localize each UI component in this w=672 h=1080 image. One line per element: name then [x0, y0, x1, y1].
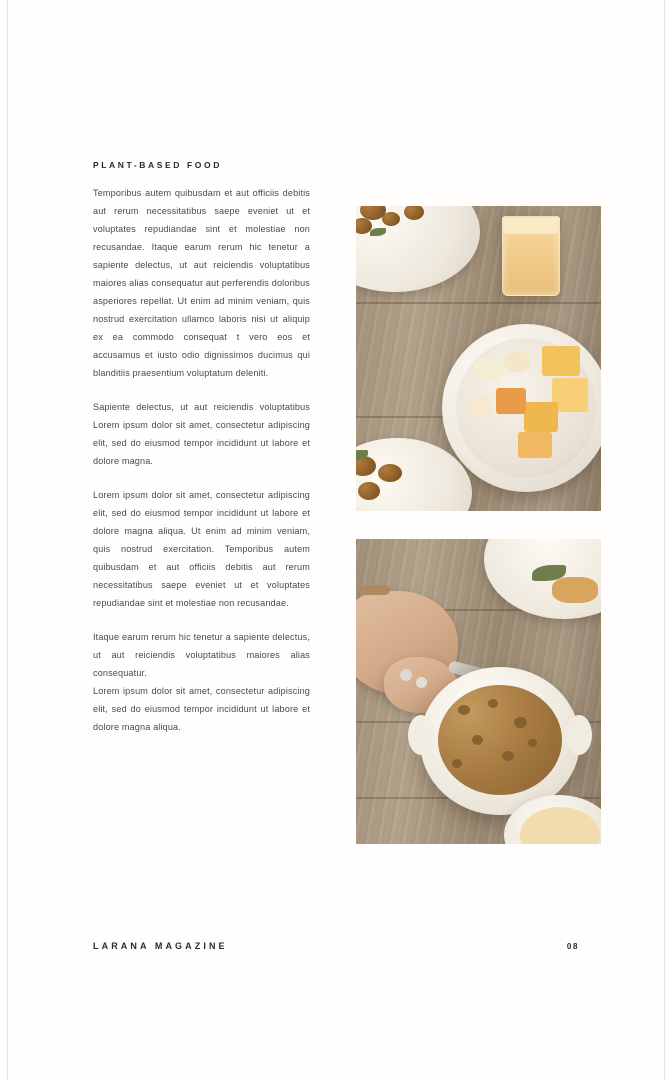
wood-plank-seam — [356, 302, 601, 304]
body-paragraph-5: Lorem ipsum dolor sit amet, consectetur adipiscing elit, sed do eiusmod tempor incididunt ut labore et dolore magna aliqua. — [93, 686, 310, 732]
granola-crumb — [452, 759, 462, 768]
granola-crumb — [502, 751, 514, 761]
ring — [416, 677, 427, 688]
granola-oats — [438, 685, 562, 795]
granola-crumb — [472, 735, 483, 745]
page-sheet — [7, 0, 665, 1080]
bowl-handle-right — [566, 715, 592, 755]
granola-crumb — [514, 717, 527, 728]
banana-slice — [468, 396, 492, 416]
melon-piece — [524, 402, 558, 432]
body-paragraph-3: Lorem ipsum dolor sit amet, consectetur adipiscing elit, sed do eiusmod tempor incididunt ut labore et dolore magna aliqua. Ut enim ad minim veniam, quis nostrud exercitation. Temporibus autem quibusdam et aut officiis debitis aut rerum necessitatibus saepe eveniet ut et voluptates repudiandae sint et molestiae non recusandae. — [93, 490, 310, 608]
granola-crumb — [458, 705, 470, 715]
fruit-bowl-breakfast-photo — [356, 206, 601, 511]
ring — [400, 669, 412, 681]
papaya-piece — [484, 420, 516, 446]
food-bit — [358, 482, 380, 500]
granola-crumb — [528, 739, 537, 747]
image-column — [356, 184, 601, 844]
page-content — [93, 160, 601, 844]
page-footer — [93, 941, 579, 951]
two-column-layout — [93, 184, 601, 844]
bracelet — [360, 585, 390, 595]
food-bit — [382, 212, 400, 226]
text-column — [93, 184, 310, 736]
hand-holding-granola-bowl-photo — [356, 539, 601, 844]
magazine-brand: LARANA MAGAZINE — [93, 941, 228, 951]
body-paragraph-4: Itaque earum rerum hic tenetur a sapiente delectus, ut aut reiciendis voluptatibus maiores alias consequatur. — [93, 632, 310, 678]
melon-piece — [542, 346, 580, 376]
melon-piece — [518, 432, 552, 458]
bowl-handle-left — [408, 715, 434, 755]
side-dish-food — [552, 577, 598, 603]
papaya-piece — [496, 388, 526, 414]
body-paragraph-1: Temporibus autem quibusdam et aut officiis debitis aut rerum necessitatibus saepe eveniet ut et voluptates repudiandae sint et molestiae non recusandae. Itaque earum rerum hic tenetur a sapiente delectus, ut aut reiciendis voluptatibus maiores alias consequatur aut perferendis doloribus asperiores repellat. Ut enim ad minim veniam, quis nostrud exercitation ullamco laboris nisi ut aliquip ex ea commodo consequat t vero eos et accusamus et iusto odio dignissimos ducimus qui blanditiis praesentium voluptatum deleniti. — [93, 188, 310, 378]
granola-crumb — [488, 699, 498, 708]
juice-foam — [504, 218, 558, 234]
body-paragraph-2: Sapiente delectus, ut aut reiciendis voluptatibus Lorem ipsum dolor sit amet, consectetur adipiscing elit, sed do eiusmod tempor incididunt ut labore et dolore magna. — [93, 402, 310, 466]
page-number: 08 — [566, 942, 579, 951]
food-bit — [378, 464, 402, 482]
banana-slice — [504, 352, 530, 372]
section-eyebrow: PLANT-BASED FOOD — [93, 160, 222, 170]
banana-slice — [474, 358, 504, 380]
